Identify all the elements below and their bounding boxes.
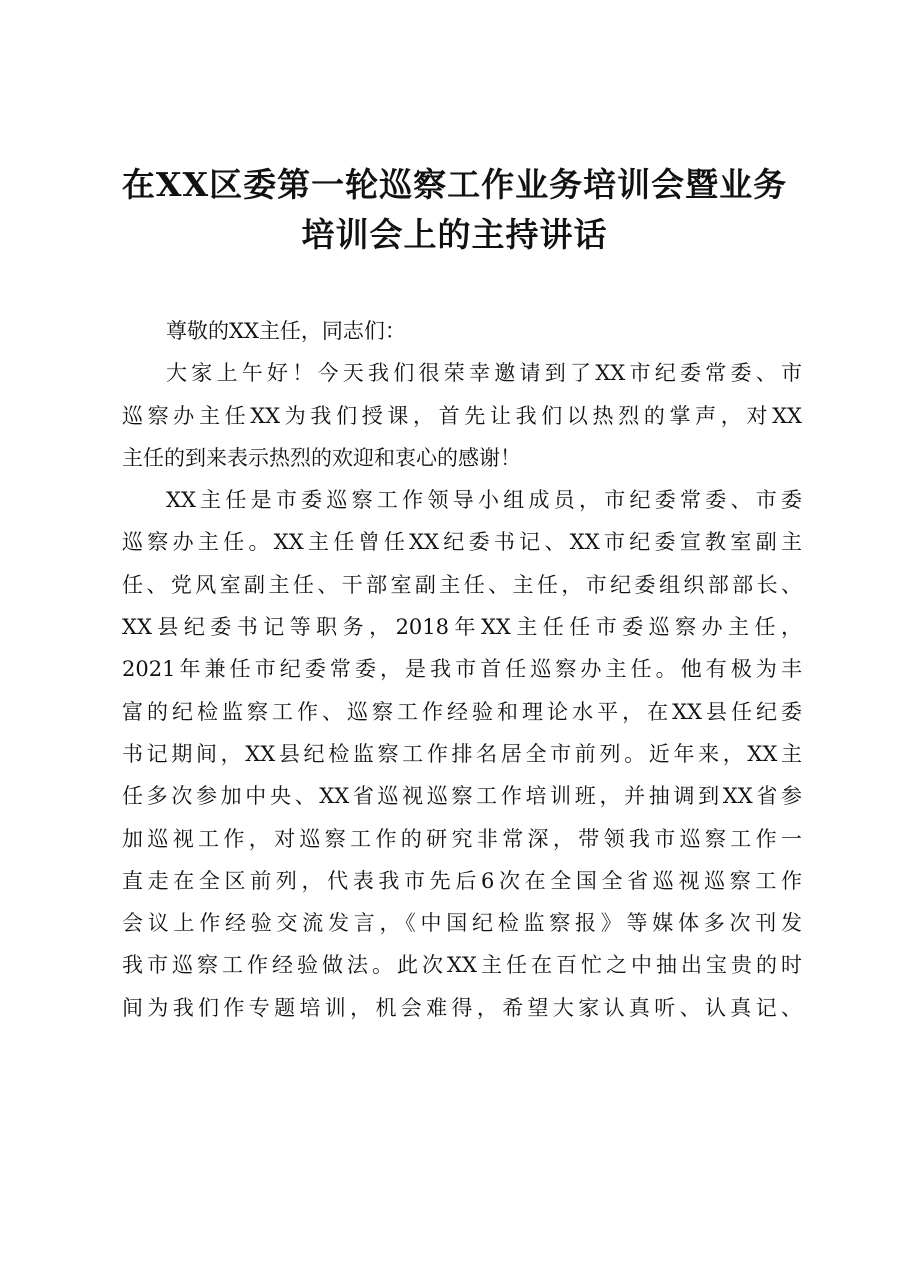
paragraph-line: 加巡视工作，对巡察工作的研究非常深，带领我市巡察工作一 [122,826,802,851]
title-line: 培训会上的主持讲话 [301,215,608,254]
document-title [100,160,809,260]
paragraph-line: 主任的到来表示热烈的欢迎和衷心的感谢！ [122,445,521,470]
paragraph-line: 直走在全区前列，代表我市先后6次在全国全省巡视巡察工作 [122,868,802,893]
paragraph-line: 我市巡察工作经验做法。此次XX主任在百忙之中抽出宝贵的时 [122,953,802,978]
paragraph-line: 书记期间，XX县纪检监察工作排名居全市前列。近年来，XX主 [122,741,802,766]
paragraph-line: 任多次参加中央、XX省巡视巡察工作培训班，并抽调到XX省参 [122,784,802,809]
paragraph-line: 间为我们作专题培训，机会难得，希望大家认真听、认真记、 [122,995,802,1020]
paragraph-line: 任、党风室副主任、干部室副主任、主任，市纪委组织部部长、 [122,572,802,597]
title-line: 在XX区委第一轮巡察工作业务培训会暨业务 [121,165,788,204]
salutation: 尊敬的XX主任，同志们： [166,319,406,343]
paragraph-line: 会议上作经验交流发言，《中国纪检监察报》等媒体多次刊发 [122,911,802,936]
document-body [122,310,802,1029]
paragraph-line: XX主任是市委巡察工作领导小组成员，市纪委常委、市委 [166,488,802,513]
paragraph-line: 大家上午好！今天我们很荣幸邀请到了XX市纪委常委、市 [166,361,802,386]
paragraph-line: 巡察办主任。XX主任曾任XX纪委书记、XX市纪委宣教室副主 [122,530,802,555]
paragraph-line: 富的纪检监察工作、巡察工作经验和理论水平，在XX县任纪委 [122,699,802,724]
paragraph-line: XX县纪委书记等职务，2018年XX主任任市委巡察办主任， [122,615,802,640]
paragraph-introduction [122,479,802,1029]
paragraph-greeting [122,352,802,479]
paragraph-line: 2021年兼任市纪委常委，是我市首任巡察办主任。他有极为丰 [122,657,802,682]
paragraph-line: 巡察办主任XX为我们授课，首先让我们以热烈的掌声，对XX [122,403,802,428]
